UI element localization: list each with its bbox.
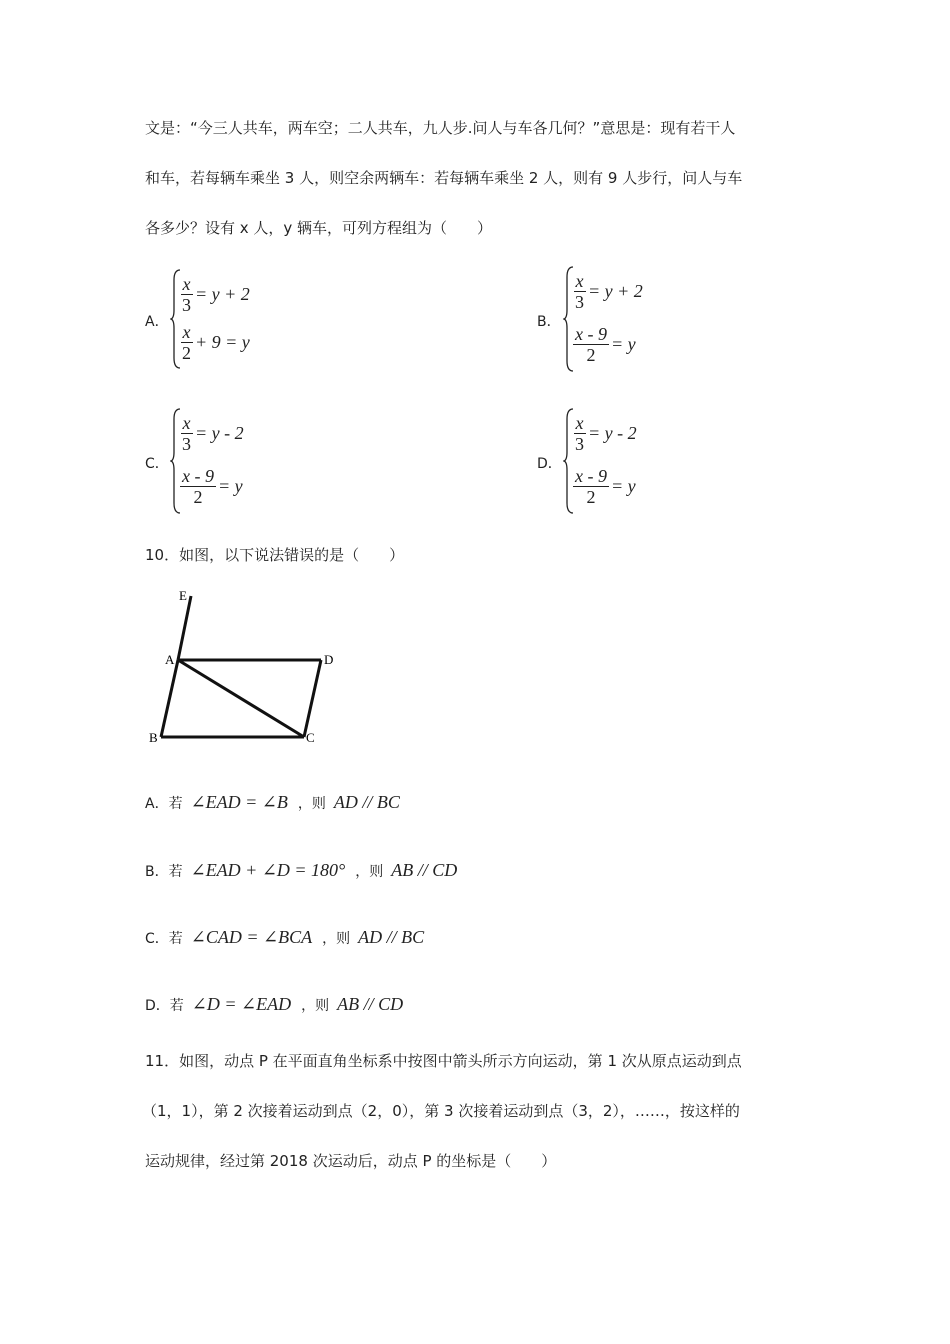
label-b: B [149, 730, 158, 745]
label-c: C [306, 730, 315, 745]
label-a: A [165, 652, 175, 667]
q10-stem: 10．如图，以下说法错误的是（ ） [145, 546, 405, 564]
q11-text-line-2: （1，1），第 2 次接着运动到点（2，0），第 3 次接着运动到点（3，2），……，按这样的 [142, 1102, 740, 1120]
q10-choice-b: B．若 ∠EAD + ∠D = 180° ，则 AB // CD [145, 860, 458, 880]
q9-option-a-eq1: $\frac{x}{3}$ = y + 2 [182, 274, 250, 315]
q10-choice-c: C．若 ∠CAD = ∠BCA ，则 AD // BC [145, 927, 425, 947]
q11-text-line-1: 11．如图，动点 P 在平面直角坐标系中按图中箭头所示方向运动，第 1 次从原点运动到点 [145, 1052, 742, 1070]
segment-ac [178, 660, 304, 737]
q9-option-d-eq2: $\frac{x - 9}{2}$ = y [575, 466, 636, 507]
q9-option-b-label: B． [537, 314, 561, 330]
label-e: E [179, 588, 187, 603]
q10-choice-d: D．若 ∠D = ∠EAD ，则 AB // CD [145, 994, 404, 1014]
q9-option-a-eq2: $\frac{x}{2}$ + 9 = y [182, 322, 250, 363]
q10-geometry-figure [140, 585, 340, 750]
q9-text-line-3: 各多少？设有 x 人，y 辆车，可列方程组为（ ） [145, 219, 493, 237]
segment-ae [178, 596, 191, 660]
q10-choice-a: A．若 ∠EAD = ∠B ，则 AD // BC [145, 792, 400, 812]
q9-option-c-eq2: $\frac{x - 9}{2}$ = y [182, 466, 243, 507]
q9-option-d-label: D． [537, 456, 562, 472]
q9-option-a-label: A． [145, 314, 169, 330]
q9-text-line-2: 和车，若每辆车乘坐 3 人，则空余两辆车：若每辆车乘坐 2 人，则有 9 人步行，问人与车 [145, 169, 743, 187]
q9-option-b-eq2: $\frac{x - 9}{2}$ = y [575, 324, 636, 365]
q9-option-c-eq1: $\frac{x}{3}$ = y - 2 [182, 413, 244, 454]
q11-text-line-3: 运动规律，经过第 2018 次运动后，动点 P 的坐标是（ ） [145, 1152, 557, 1170]
q9-option-b-eq1: $\frac{x}{3}$ = y + 2 [575, 271, 643, 312]
segment-ab [161, 660, 178, 737]
q9-option-d-eq1: $\frac{x}{3}$ = y - 2 [575, 413, 637, 454]
q9-option-c-label: C． [145, 456, 169, 472]
segment-dc [304, 660, 321, 737]
label-d: D [324, 652, 334, 667]
q9-text-line-1: 文是：“今三人共车，两车空；二人共车，九人步.问人与车各几何？”意思是：现有若干人 [145, 119, 736, 137]
